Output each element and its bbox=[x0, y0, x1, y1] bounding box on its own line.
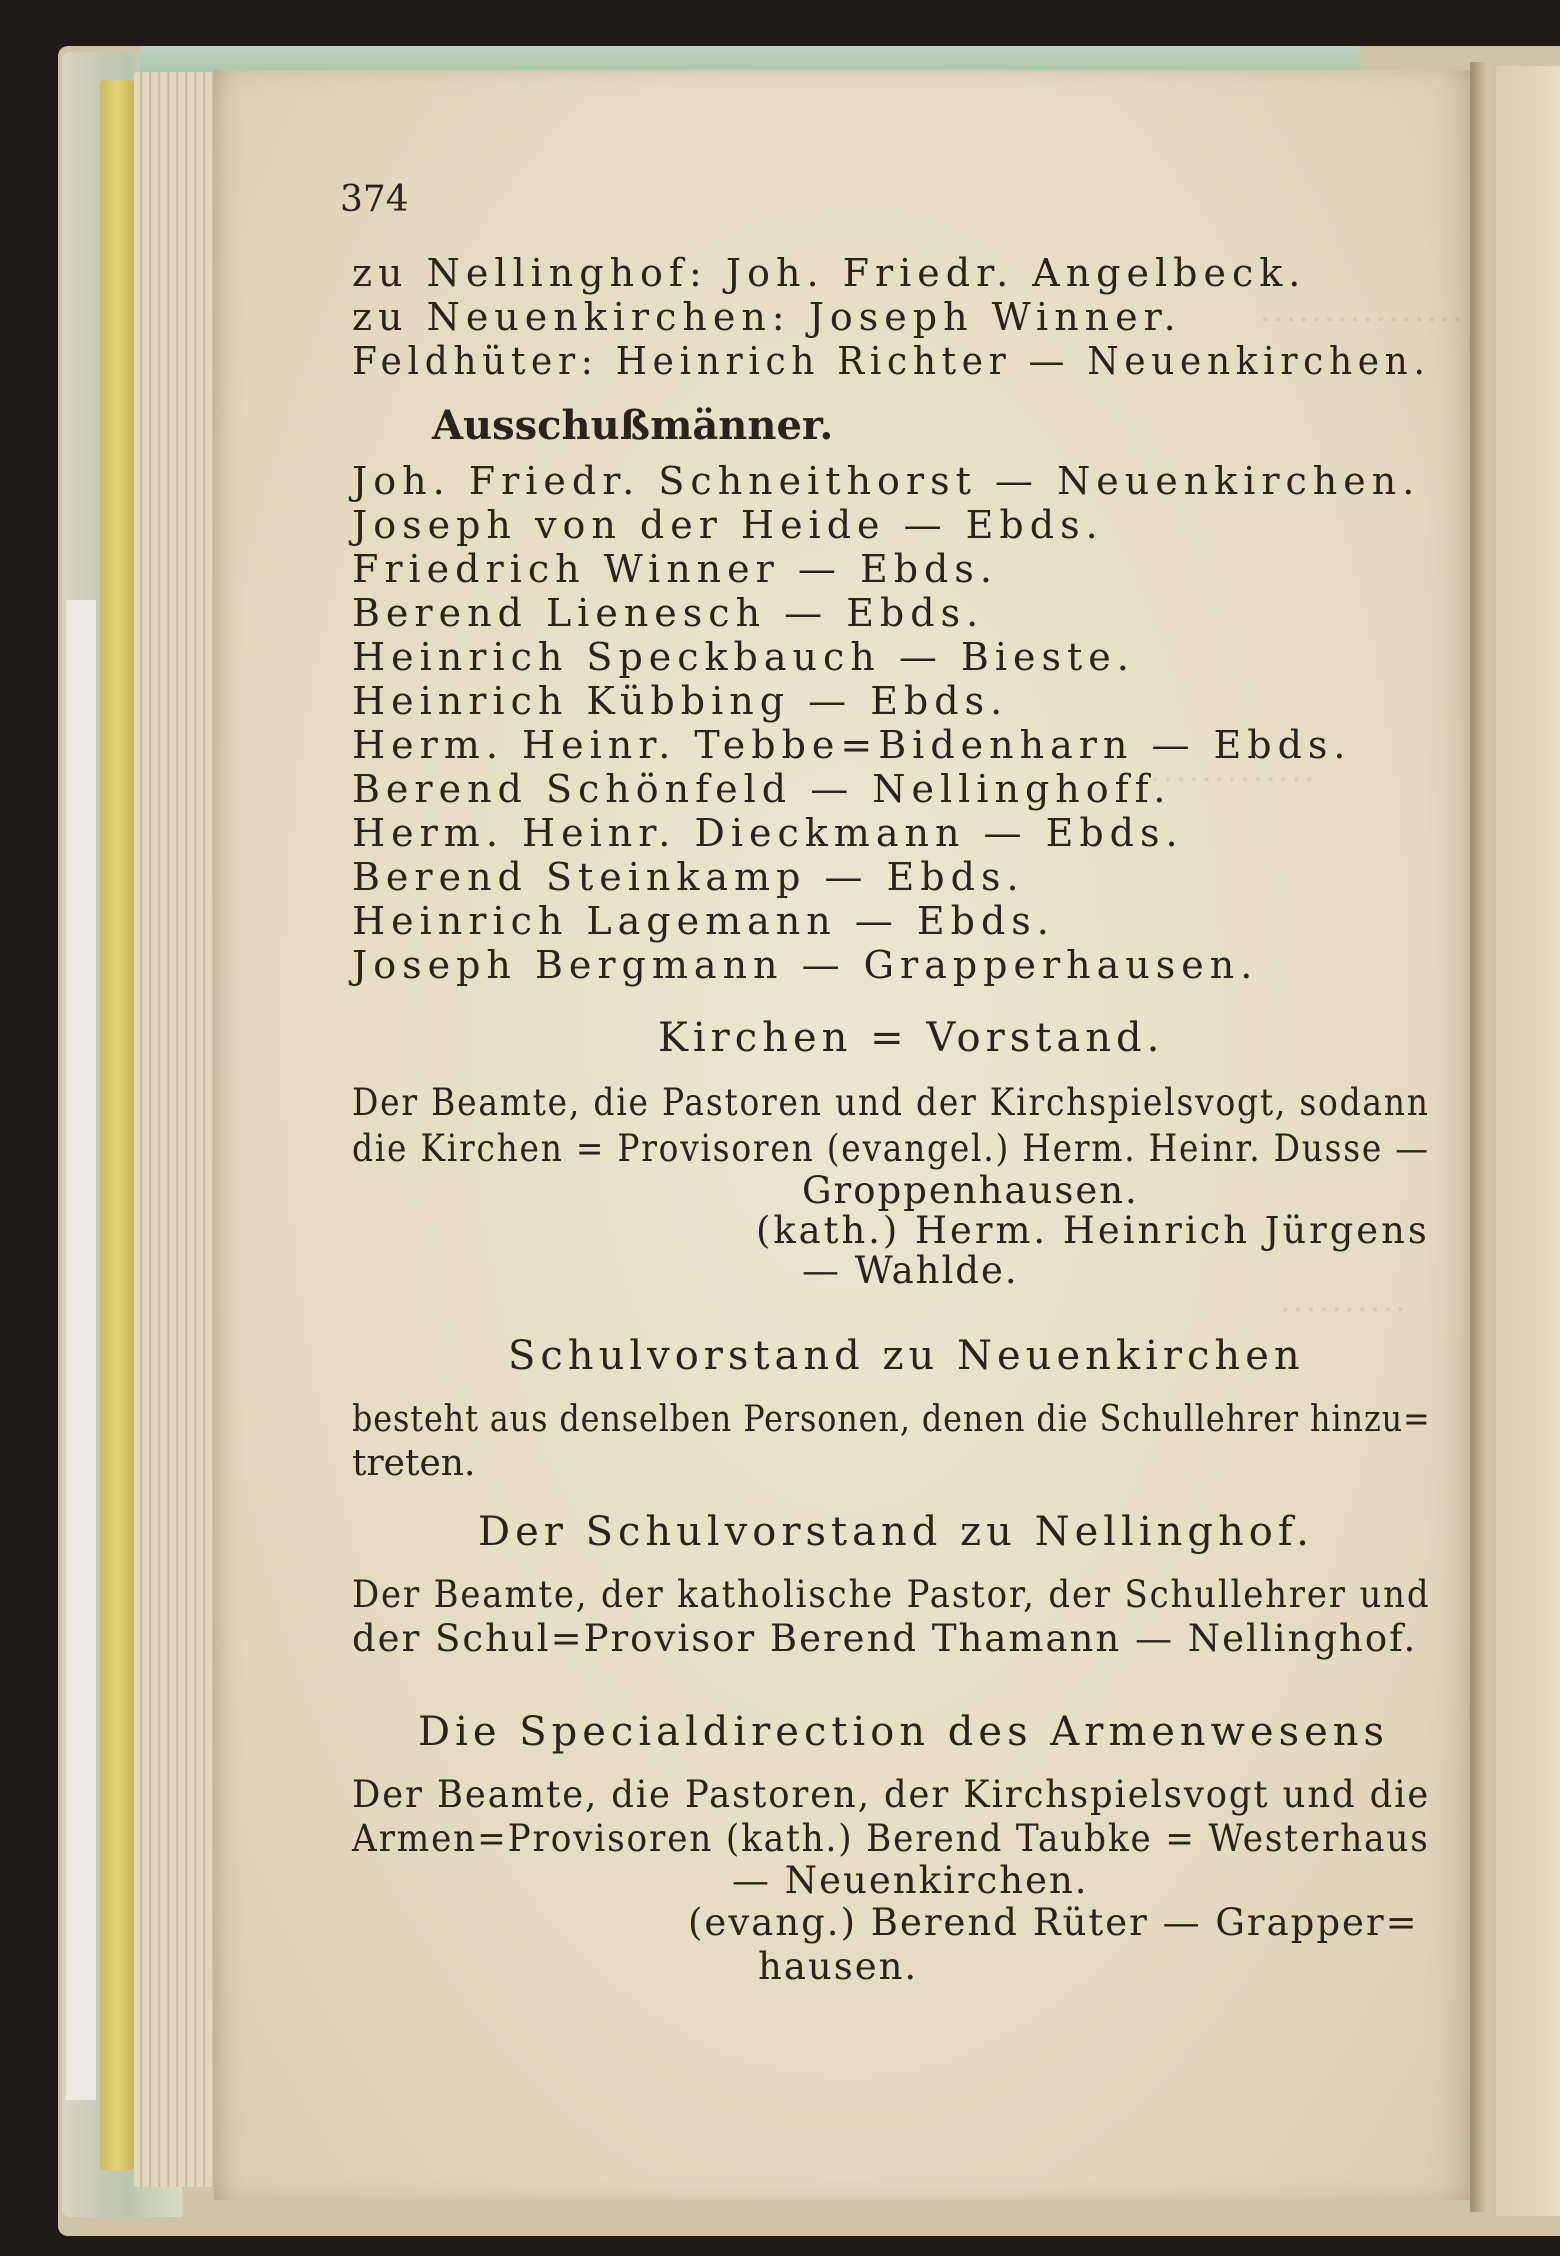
member-line: Joh. Friedr. Schneithorst — Neuenkirchen. bbox=[352, 459, 1421, 503]
text-line: Armen=Provisoren (kath.) Berend Taubke = Westerhaus bbox=[352, 1817, 1430, 1860]
bleed-through-text: ············· bbox=[1150, 760, 1317, 800]
text-line: Der Beamte, die Pastoren und der Kirchspielsvogt, sodann bbox=[352, 1081, 1430, 1124]
text-line: (kath.) Herm. Heinrich Jürgens bbox=[756, 1209, 1430, 1252]
member-line: Berend Steinkamp — Ebds. bbox=[352, 855, 1025, 899]
text-line: besteht aus denselben Personen, denen die Schullehrer hinzu= bbox=[352, 1399, 1431, 1440]
member-line: Heinrich Kübbing — Ebds. bbox=[352, 679, 1009, 723]
text-line: — Neuenkirchen. bbox=[732, 1859, 1089, 1902]
page-number: 374 bbox=[340, 179, 409, 220]
member-line: Friedrich Winner — Ebds. bbox=[352, 547, 998, 591]
text-line: Feldhüter: Heinrich Richter — Neuenkirchen. bbox=[352, 339, 1431, 383]
text-line: zu Nellinghof: Joh. Friedr. Angelbeck. bbox=[352, 251, 1307, 295]
text-line: — Wahlde. bbox=[802, 1249, 1019, 1292]
section-heading: Die Specialdirection des Armenwesens bbox=[418, 1709, 1390, 1755]
member-line: Berend Schönfeld — Nellinghoff. bbox=[352, 767, 1172, 811]
section-heading: Ausschußmänner. bbox=[432, 402, 834, 449]
text-line: die Kirchen = Provisoren (evangel.) Herm. Heinr. Dusse — bbox=[352, 1127, 1430, 1170]
text-line: Der Beamte, die Pastoren, der Kirchspielsvogt und die bbox=[352, 1773, 1431, 1816]
section-heading: Der Schulvorstand zu Nellinghof. bbox=[478, 1509, 1314, 1555]
text-line: Groppenhausen. bbox=[802, 1169, 1139, 1212]
section-heading: Schulvorstand zu Neuenkirchen bbox=[508, 1333, 1305, 1379]
section-heading: Kirchen = Vorstand. bbox=[658, 1015, 1165, 1061]
member-line: Heinrich Lagemann — Ebds. bbox=[352, 899, 1055, 943]
text-line: Der Beamte, der katholische Pastor, der Schullehrer und bbox=[352, 1573, 1431, 1616]
member-line: Berend Lienesch — Ebds. bbox=[352, 591, 985, 635]
member-line: Joseph von der Heide — Ebds. bbox=[352, 503, 1104, 547]
member-line: Joseph Bergmann — Grapperhausen. bbox=[352, 943, 1259, 987]
bleed-through-text: ·········· bbox=[1280, 1290, 1409, 1330]
text-line: hausen. bbox=[758, 1945, 919, 1988]
text-line: (evang.) Berend Rüter — Grapper= bbox=[688, 1901, 1419, 1944]
member-line: Heinrich Speckbauch — Bieste. bbox=[352, 635, 1135, 679]
bleed-through-text: ················ bbox=[1260, 300, 1465, 340]
text-line: treten. bbox=[352, 1443, 476, 1484]
text-line: zu Neuenkirchen: Joseph Winner. bbox=[352, 295, 1182, 339]
member-line: Herm. Heinr. Dieckmann — Ebds. bbox=[352, 811, 1184, 855]
text-line: der Schul=Provisor Berend Thamann — Nellinghof. bbox=[352, 1617, 1418, 1660]
member-line: Herm. Heinr. Tebbe=Bidenharn — Ebds. bbox=[352, 723, 1352, 767]
